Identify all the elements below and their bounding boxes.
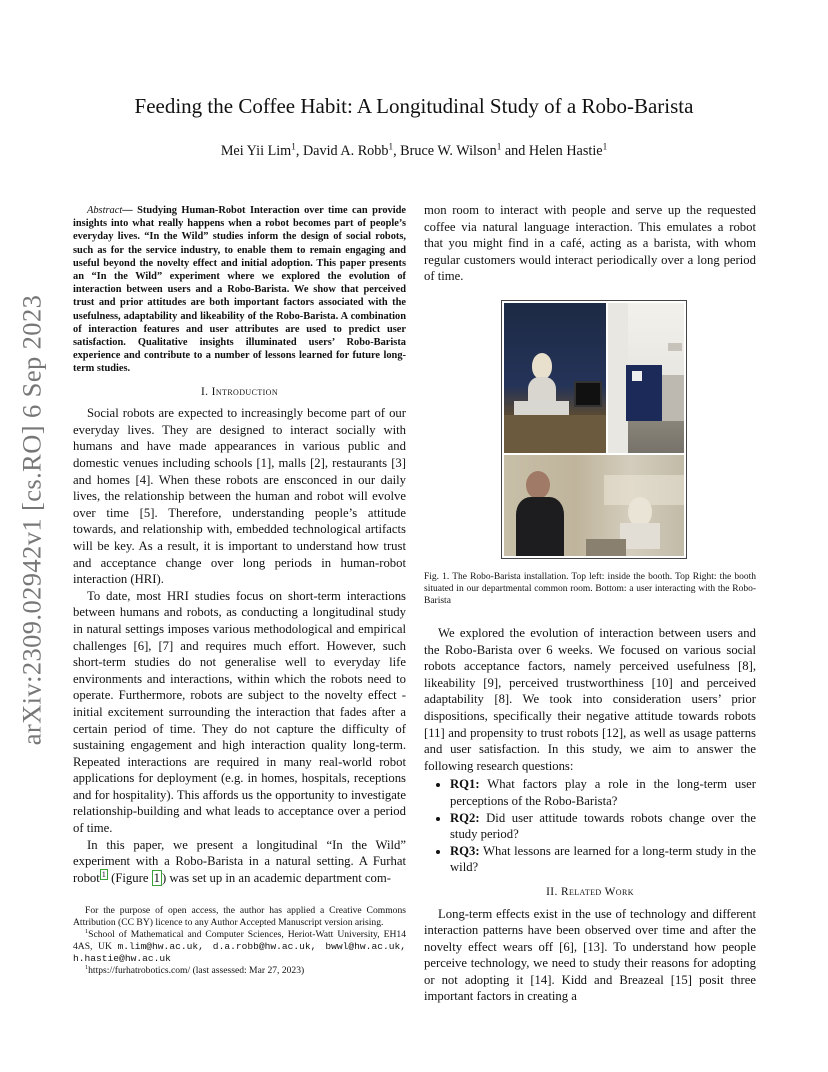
section-heading-introduction: I. Introduction: [200, 385, 279, 398]
research-questions-list: [424, 776, 756, 876]
left-column: [73, 204, 406, 886]
author-name: Mei Yii Lim: [220, 143, 292, 159]
explored-paragraph: We explored the evolution of interaction between users and the Robo-Barista over 6 weeks. We focused on various social robots acceptance factors, namely perceived usefulness [8], likeability [9], perceived trustworthiness [10] and perceived adaptability [8]. We took into consideration users’ prior dispositions, specifically their negative attitude towards robots [11] and propensity to trust robots [12], as well as usage patterns and user satisfaction. In this study, we aim to answer the following research questions:: [424, 626, 756, 773]
intro-paragraph-3: In this paper, we present a longitudinal “In the Wild” experiment with a Robo-Barista in a natural setting. A Furhat robot $^1$ (Figure 1 ) was set up in an academic department com-: [73, 837, 406, 885]
author-name: Bruce W. Wilson: [400, 143, 497, 159]
footnote-link[interactable]: 1: [101, 869, 106, 879]
photo-user-interacting: [504, 455, 684, 556]
list-item: • RQ3: What lessons are learned for a long-term study in the wild?: [450, 843, 756, 876]
photo-booth-inside: [504, 303, 606, 453]
figure-link[interactable]: 1: [153, 870, 160, 885]
footnotes: [73, 905, 406, 977]
list-item: • RQ2: Did user attitude towards robots change over the study period?: [450, 810, 756, 843]
figure-1: [501, 300, 687, 559]
continued-paragraph: mon room to interact with people and serve up the requested coffee via natural language interaction. This emulates a robot that you might find in a café, acting as a barista, with whom regular customers would interact periodically over a long period of time.: [424, 203, 756, 284]
section-heading-related-work: II. Related Work: [546, 885, 634, 898]
author-name: David A. Robb: [302, 143, 389, 159]
abstract-label: Abstract: [87, 205, 123, 216]
abstract: Abstract— Studying Human-Robot Interaction over time can provide insights into what really happens when a robot becomes part of people’s everyday lives. “In the Wild” studies inform the design of social robots, such as for the service industry, to enable them to remain engaging and useful beyond the novelty effect and initial adoption. This paper presents an “In the Wild” experiment where we explored the evolution of interaction between users and a Robo-Barista. We show that perceived trust and prior attitudes are both important factors associated with the usefulness, adaptability and likeability of the Robo-Barista. A combination of interaction features and user attributes are used to predict user satisfaction. Qualitative insights illuminated users’ Robo-Barista experience and contribute to a number of lessons learned for future long-term studies.: [73, 205, 406, 375]
figure-caption: Fig. 1. The Robo-Barista installation. Top left: inside the booth. Top Right: the booth situated in our departmental common room. Bottom: a user interacting with the Robo-Barista: [424, 572, 756, 606]
right-column-top: [424, 202, 756, 285]
footnote-open-access: For the purpose of open access, the author has applied a Creative Commons Attribution (CC BY) licence to any Author Accepted Manuscript version arising.: [73, 905, 406, 928]
list-item: • RQ1: What factors play a role in the long-term user perceptions of the Robo-Barista?: [450, 776, 756, 809]
intro-paragraph-1: Social robots are expected to increasingly become part of our everyday lives. They are designed to interact socially with humans and have made appearances in various public and domestic venues including schools [1], malls [2], restaurants [3] and homes [4]. When these robots are ensconced in our daily lives, the relationship between the human and robot will evolve over time [5]. Therefore, understanding people’s attitude towards, and relationship with, embedded technological artifacts will be key. As a result, it is important to understand how trust and acceptance change over long periods in human-robot interaction (HRI).: [73, 406, 406, 587]
author-name: Helen Hastie: [528, 143, 603, 159]
footnote-url: $^1$https://furhatrobotics.com/ (last assessed: Mar 27, 2023): [85, 963, 305, 976]
author-list: Mei Yii Lim$^1$, David A. Robb$^1$, Bruce W. Wilson$^1$ and Helen Hastie$^1$: [220, 141, 608, 159]
intro-paragraph-2: To date, most HRI studies focus on short-term interactions between humans and robots, as conducting a longitudinal study in natural settings imposes various methodological and empirical challenges [6], [7] and requires much effort. However, such short-term studies do not generalise well to everyday life environments and interactions, within which the robots need to operate. Furthermore, robots are subject to the novelty effect - initial excitement surrounding the interaction that fades after a certain period of time. They do not capture the difficulty of sustaining engagement and high interaction quality long-term. Repeated interactions are required in many real-world robot applications for deployment (e.g. in homes, hospitals, receptions and for hospitality). This affords us the opportunity to investigate relationship-building and what leads to acceptance over a period of time.: [73, 588, 406, 836]
author-emails: m.lim@hw.ac.uk, d.a.robb@hw.ac.uk, bwwl@hw.ac.uk, h.hastie@hw.ac.uk: [73, 941, 406, 964]
arxiv-identifier: arXiv:2309.02942v1 [cs.RO] 6 Sep 2023: [16, 294, 47, 746]
photo-common-room: [608, 303, 684, 453]
related-work-paragraph: Long-term effects exist in the use of technology and different interaction patterns have been observed over time and after the novelty effect wears off [6], [13]. To understand how people perceive technology, we need to study their reasons for adopting or not adopting it [14]. Kidd and Breazeal [15] posit three important factors in creating a: [424, 906, 756, 1004]
right-column-bottom: [424, 625, 756, 1005]
footnote-affiliation: $^1$School of Mathematical and Computer Sciences, Heriot-Watt University, EH14 4AS, UK m.lim@hw.ac.uk, d.a.robb@hw.ac.uk, bwwl@hw.ac.uk, h.hastie@hw.ac.uk: [73, 927, 406, 964]
paper-title: Feeding the Coffee Habit: A Longitudinal Study of a Robo-Barista: [134, 94, 694, 118]
